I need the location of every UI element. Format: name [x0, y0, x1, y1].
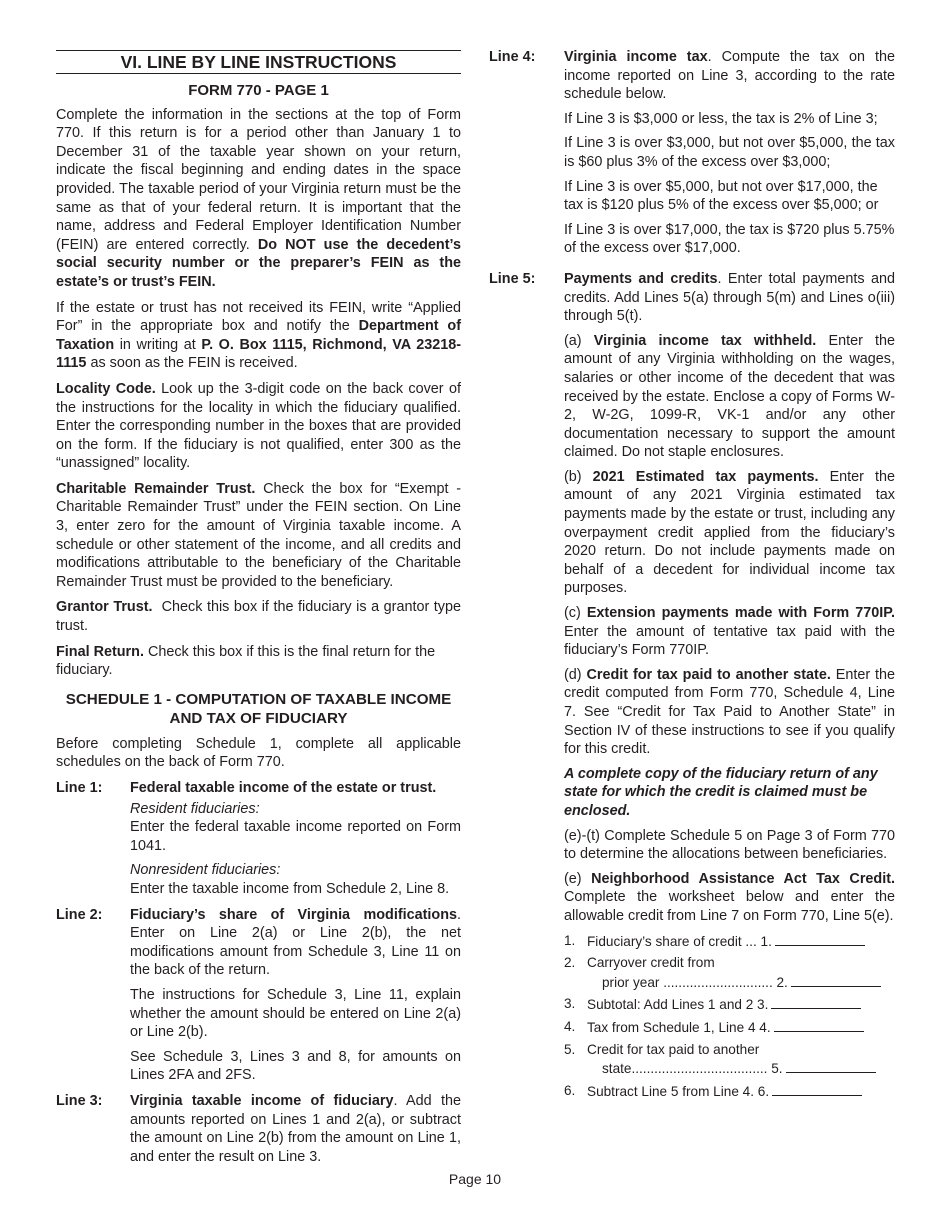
nonresident-text: Enter the taxable income from Schedule 2, Line 8. — [130, 880, 450, 897]
final-return-paragraph: Final Return. Check this box if this is the final return for the fiduciary. — [56, 643, 436, 679]
section-title: VI. LINE BY LINE INSTRUCTIONS — [56, 50, 461, 74]
rate-rule: If Line 3 is over $5,000, but not over $17,000, the tax is $120 plus 5% of the excess over $5,000; or — [564, 178, 879, 214]
line-label: Line 4: — [489, 49, 536, 65]
line-5e-text: (e) Neighborhood Assistance Act Tax Credit. Complete the worksheet below and enter the allowable credit from Line 7 on Form 770, Line 5(e). — [564, 870, 896, 924]
worksheet-blank[interactable] — [772, 1082, 862, 1096]
worksheet-row: 2. Carryover credit from prior year ............................. 2. — [564, 954, 895, 992]
rate-rule: If Line 3 is over $3,000, but not over $5,000, the tax is $60 plus 3% of the excess over $3,000; — [564, 135, 895, 170]
line-label: Line 5: — [489, 270, 536, 287]
form-page-title: FORM 770 - PAGE 1 — [188, 82, 329, 99]
line-5a-text: (a) Virginia income tax withheld. Enter the amount of any Virginia withholding on the wages, salaries or other income of the decedent that was received by the estate. Enclose a copy of Forms W-2, W-2G, 1099-R, VK-1 and/or any other documentation necessary to support the amount claimed. Do not staple enclosures. — [564, 332, 896, 461]
worksheet-row: 5. Credit for tax paid to another state.................................... 5. — [564, 1041, 895, 1079]
line-5e-t-text: (e)-(t) Complete Schedule 5 on Page 3 of Form 770 to determine the allocations between beneficiaries. — [564, 827, 895, 863]
line-3-instruction — [56, 1092, 461, 1166]
resident-text: Enter the federal taxable income reported on Form 1041. — [130, 819, 461, 854]
worksheet-blank[interactable] — [775, 932, 865, 946]
nonresident-label: Nonresident fiduciaries: — [130, 862, 281, 879]
worksheet-blank[interactable] — [771, 995, 861, 1009]
charitable-remainder-paragraph: Charitable Remainder Trust. Check the box for “Exempt - Charitable Remainder Trust” under the FEIN section. On Line 3, enter zero for the amount of Virginia taxable income. A schedule or other statement of the income, and all credits and modifications attributable to the beneficiary of the Charitable Remainder Trust must be provided to the beneficiary. — [56, 480, 461, 590]
rate-rule: If Line 3 is over $17,000, the tax is $720 plus 5.75% of the excess over $17,000. — [564, 221, 895, 257]
line-2-instruction — [56, 906, 461, 1085]
line-3-text: Virginia taxable income of fiduciary. Add the amounts reported on Lines 1 and 2(a), or subtract the amount on Line 2(b) from the amount on Line 1, and enter the result on Line 3. — [130, 1092, 461, 1165]
worksheet-row: 6. Subtract Line 5 from Line 4. 6. — [564, 1082, 895, 1102]
line-2-paragraph: The instructions for Schedule 3, Line 11, explain whether the amount should be entered on Line 2(a) or Line 2(b). — [130, 986, 461, 1041]
worksheet-blank[interactable] — [791, 973, 881, 987]
line-1-heading: Federal taxable income of the estate or trust. — [130, 780, 437, 796]
line-5b-text: (b) 2021 Estimated tax payments. Enter the amount of any 2021 Virginia estimated tax payments made by the estate or trust, including any overpayment credit applied from the fiduciary’s 2020 return. Do not include payments made on behalf of a decedent for individual income tax purposes. — [564, 468, 896, 597]
worksheet-row: 4. Tax from Schedule 1, Line 4 4. — [564, 1018, 895, 1038]
line-label: Line 1: — [56, 780, 103, 796]
grantor-trust-paragraph: Grantor Trust. Check this box if the fiduciary is a grantor type trust. — [56, 599, 462, 635]
page-number: Page 10 — [448, 1171, 502, 1187]
line-5-text: Payments and credits. Enter total payments and credits. Add Lines 5(a) through 5(m) and Lines o(iii) through 5(t). — [564, 270, 895, 325]
line-5d-text: (d) Credit for tax paid to another state. Enter the credit computed from Form 770, Schedule 4, Line 7. See “Credit for Tax Paid to Another State” in Section IV of these instructions to see if you qualify for this credit. — [564, 666, 896, 758]
nap-worksheet — [564, 932, 895, 1102]
right-column — [489, 48, 895, 1111]
line-4-instruction — [489, 48, 895, 258]
left-column — [56, 48, 461, 1173]
line-5d-note: A complete copy of the fiduciary return of any state for which the credit is claimed must be enclosed. — [564, 765, 878, 819]
schedule-intro: Before completing Schedule 1, complete all applicable schedules on the back of Form 770. — [56, 735, 461, 771]
line-4-text: Virginia income tax. Compute the tax on the income reported on Line 3, according to the rate schedule below. — [564, 49, 895, 103]
worksheet-row: 3. Subtotal: Add Lines 1 and 2 3. — [564, 995, 895, 1015]
line-1-instruction — [56, 779, 461, 899]
line-label: Line 2: — [56, 906, 103, 923]
worksheet-blank[interactable] — [774, 1018, 864, 1032]
line-2-paragraph: See Schedule 3, Lines 3 and 8, for amounts on Lines 2FA and 2FS. — [130, 1048, 461, 1084]
line-label: Line 3: — [56, 1092, 103, 1109]
resident-label: Resident fiduciaries: — [130, 800, 260, 817]
rate-rule: If Line 3 is $3,000 or less, the tax is 2% of Line 3; — [564, 110, 878, 127]
line-2-text: Fiduciary’s share of Virginia modifications. Enter on Line 2(a) or Line 2(b), the net modifications amount from Schedule 3, Line 11 on the back of the return. — [130, 906, 461, 979]
intro-paragraph: Complete the information in the sections at the top of Form 770. If this return is for a period other than January 1 to December 31 of the taxable year shown on your return, indicate the fiscal beginning and ending dates in the space provided. The taxable period of your Virginia return must be the same as that of your federal return. It is important that the name, address and Federal Employer Identification Number (FEIN) are entered correctly. Do NOT use the decedent’s social security number or the preparer’s FEIN as the estate’s or trust’s FEIN. — [56, 106, 461, 290]
schedule-1-title: SCHEDULE 1 - COMPUTATION OF TAXABLE INCOME AND TAX OF FIDUCIARY — [65, 690, 452, 727]
locality-code-paragraph: Locality Code. Look up the 3-digit code on the back cover of the instructions for the locality in which the fiduciary qualified. Enter the corresponding number in the boxes that are provided on the form. If the fiduciary is not qualified, enter 300 as the “unassigned” locality. — [56, 380, 462, 472]
line-5c-text: (c) Extension payments made with Form 770IP. Enter the amount of tentative tax paid with the fiduciary’s Form 770IP. — [564, 605, 895, 659]
fein-paragraph: If the estate or trust has not received its FEIN, write “Applied For” in the appropriate box and notify the Department of Taxation in writing at P. O. Box 1115, Richmond, VA 23218-1115 as soon as the FEIN is received. — [56, 299, 462, 372]
worksheet-blank[interactable] — [786, 1059, 876, 1073]
worksheet-row: 1. Fiduciary’s share of credit ... 1. — [564, 932, 895, 952]
line-5-instruction — [489, 270, 895, 1104]
